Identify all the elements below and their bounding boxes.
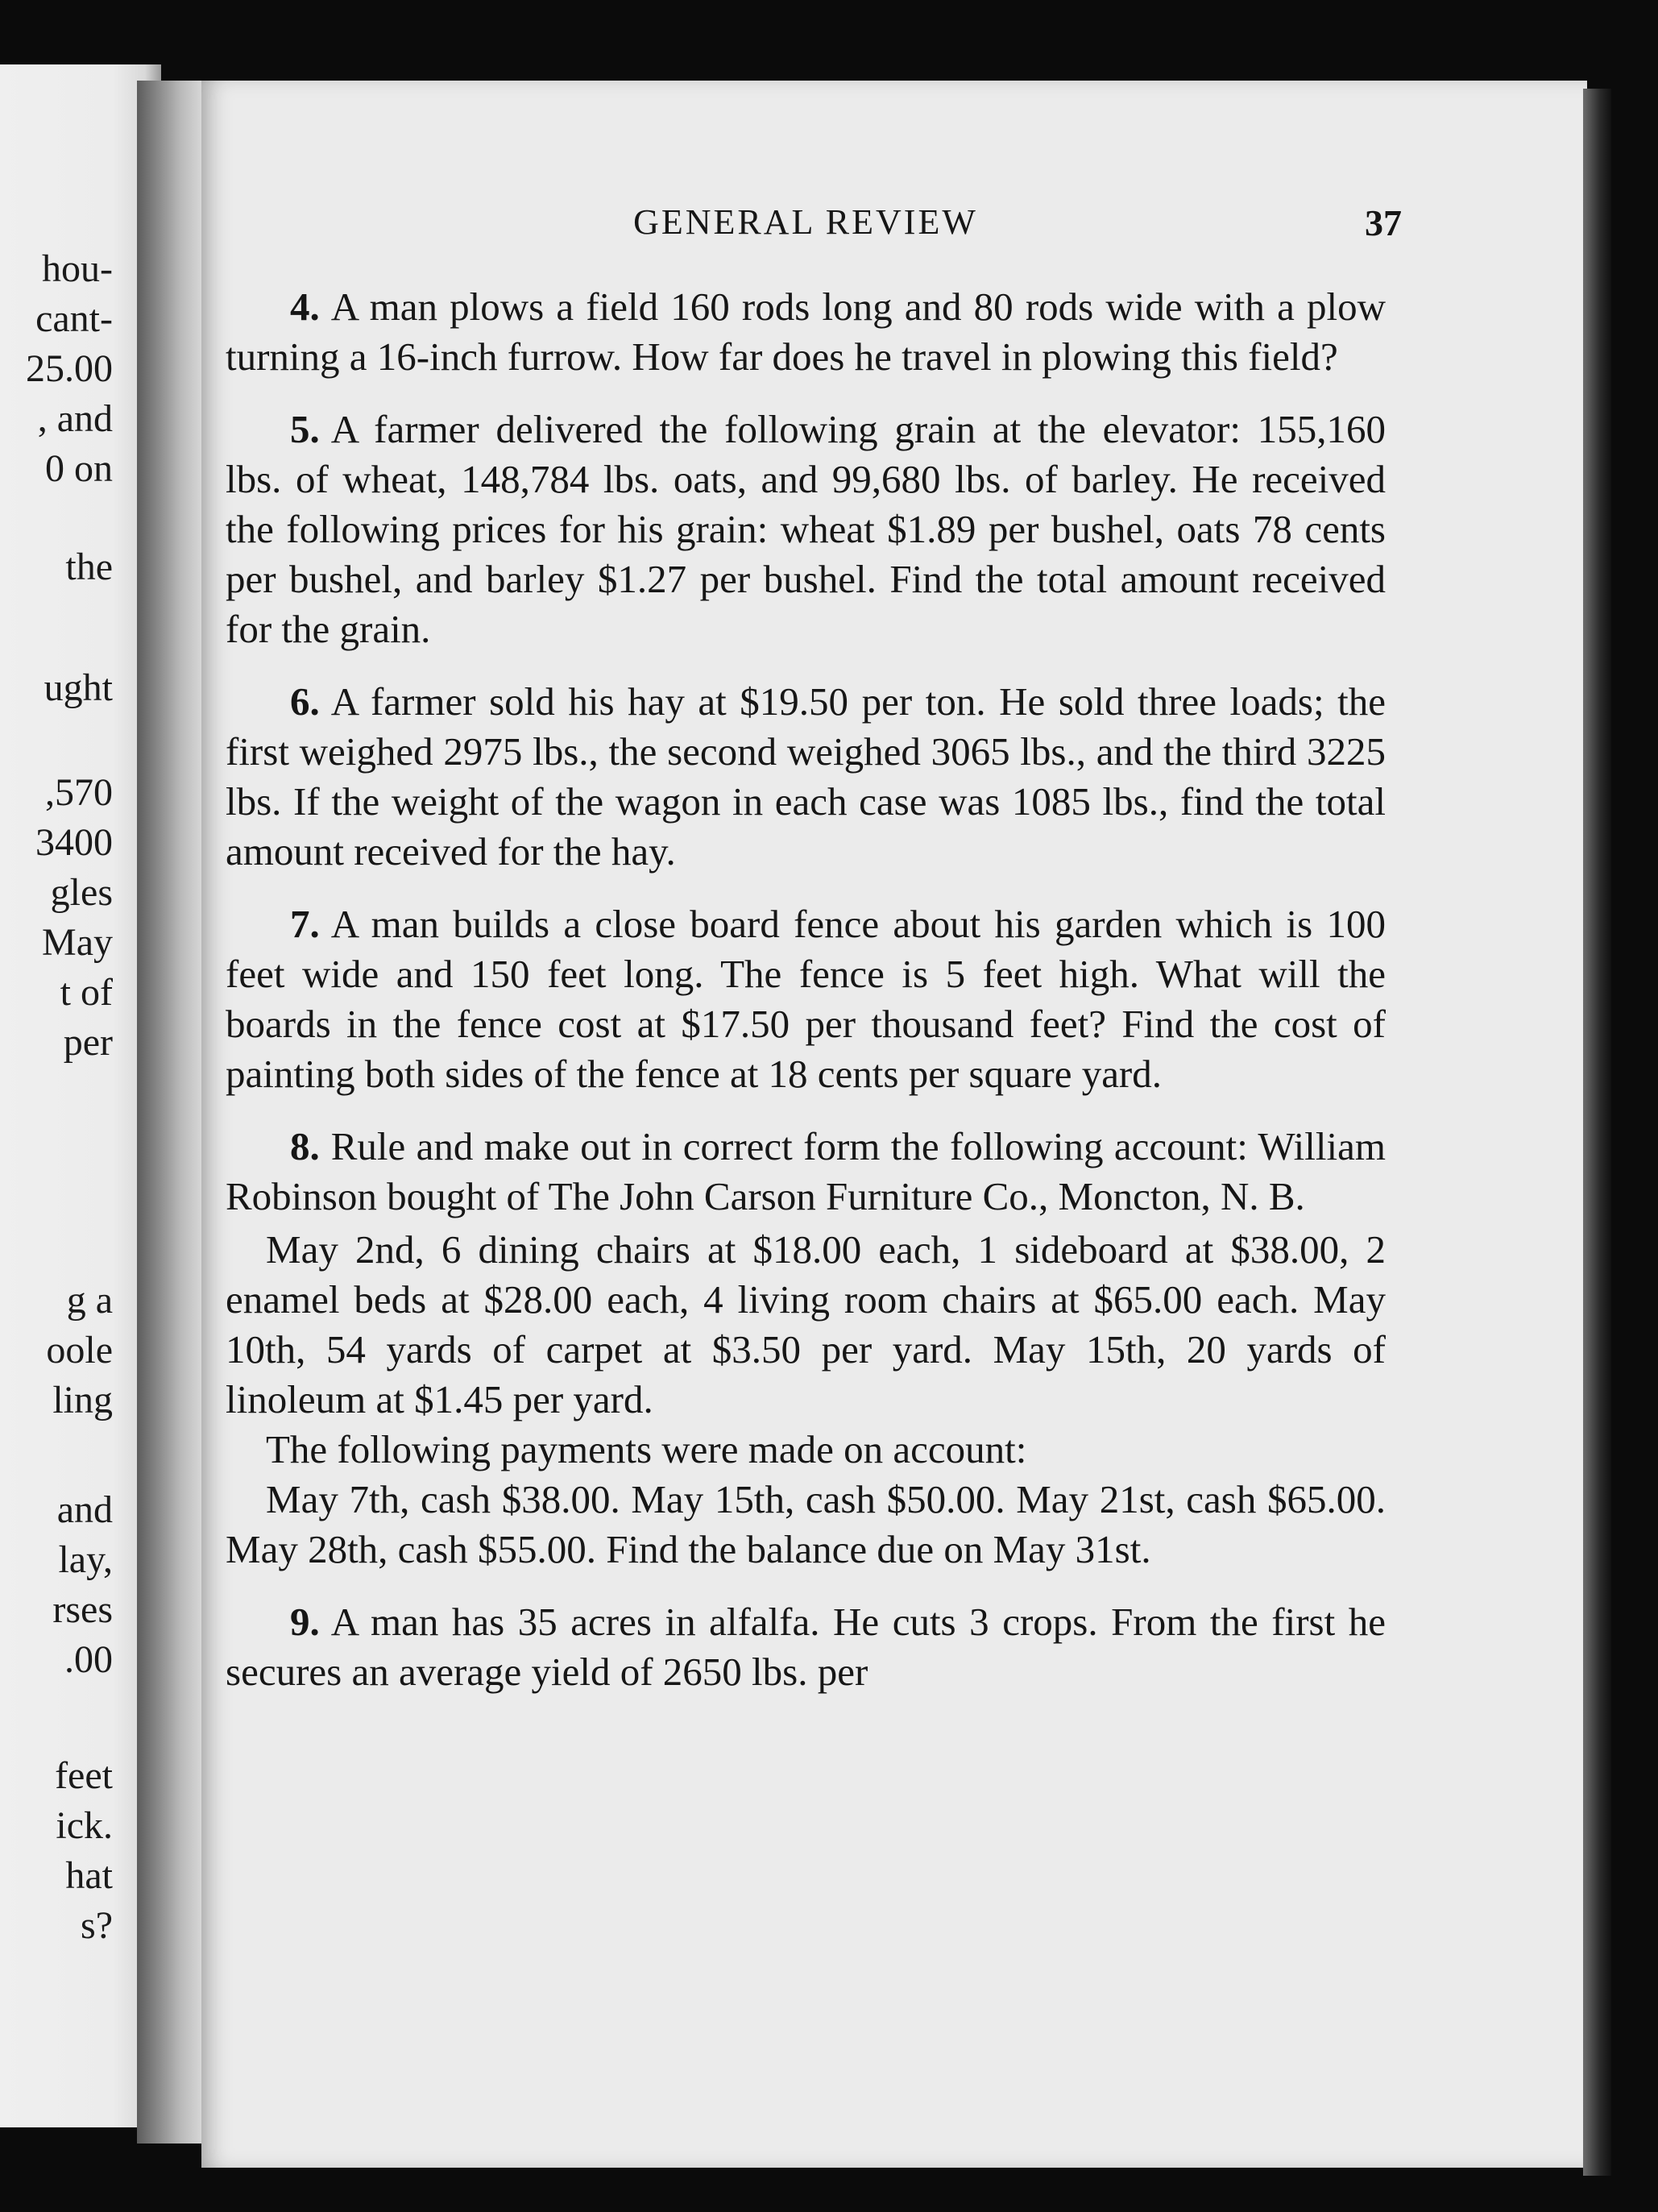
left-page-text-fragment: ,570	[45, 771, 113, 814]
left-page-text-fragment: ling	[52, 1379, 113, 1421]
left-page-text-fragment: t of	[60, 971, 113, 1014]
problem-text: A man builds a close board fence about his garden which is 100 feet wide and 150 feet long. The fence is 5 feet high. What will the boards in the fence cost at $17.50 per thousand feet? Find the cost of painting both sides of the fence at 18 cents per square yard.	[226, 902, 1386, 1096]
left-page-text-fragment: hat	[65, 1854, 113, 1897]
page-content	[226, 201, 1402, 1720]
left-page-text-fragment: 25.00	[26, 347, 113, 390]
problem-text: Rule and make out in correct form the following account: William Robinson bought of The John Carson Furniture Co., Moncton, N. B.	[226, 1124, 1386, 1218]
problem-number: 9.	[290, 1600, 320, 1644]
problem-4	[226, 282, 1386, 382]
left-page-text-fragment: lay,	[58, 1538, 113, 1581]
problem-number: 4.	[290, 284, 320, 329]
right-page	[201, 81, 1587, 2168]
problem-text: A man has 35 acres in alfalfa. He cuts 3 crops. From the first he secures an average yield of 2650 lbs. per	[226, 1600, 1386, 1694]
left-page-text-fragment: rses	[52, 1588, 113, 1631]
problem-8-payments: May 7th, cash $38.00. May 15th, cash $50.00. May 21st, cash $65.00. May 28th, cash $55.00. Find the balance due on May 31st.	[226, 1477, 1386, 1571]
problem-5	[226, 405, 1386, 654]
left-page-text-fragment: 3400	[35, 821, 113, 864]
left-page-text-fragment: s?	[81, 1904, 113, 1947]
problem-7	[226, 899, 1386, 1099]
problem-6	[226, 677, 1386, 877]
left-page-text-fragment: cant-	[35, 297, 113, 340]
problem-number: 8.	[290, 1124, 320, 1168]
left-page-text-fragment: and	[56, 1488, 113, 1531]
page-number: 37	[1365, 202, 1402, 243]
left-page-text-fragment: the	[65, 546, 113, 588]
problem-text: A man plows a field 160 rods long and 80 rods wide with a plow turning a 16-inch furrow. How far does he travel in plowing this field?	[226, 284, 1386, 379]
problem-8-payments-intro: The following payments were made on account:	[266, 1427, 1027, 1471]
page-title: GENERAL REVIEW	[633, 202, 978, 242]
left-page-text-fragment: 0 on	[45, 447, 113, 490]
problem-number: 6.	[290, 679, 320, 724]
left-page-text-fragment: ick.	[56, 1804, 113, 1847]
left-page-text-fragment: feet	[55, 1754, 113, 1797]
problem-8	[226, 1122, 1386, 1222]
left-page-text-fragment: hou-	[42, 247, 113, 290]
left-page-text-fragment: gles	[50, 871, 113, 914]
left-page-text-fragment: ught	[44, 666, 113, 709]
book-gutter	[137, 81, 209, 2144]
left-page-text-fragment: oole	[46, 1329, 113, 1372]
problem-number: 7.	[290, 902, 320, 946]
left-page-text-fragment: , and	[37, 397, 113, 440]
problem-number: 5.	[290, 407, 320, 451]
problem-text: A farmer sold his hay at $19.50 per ton. He sold three loads; the first weighed 2975 lbs., the second weighed 3065 lbs., and the third 3225 lbs. If the weight of the wagon in each case was 1085 lbs., find the total amount received for the hay.	[226, 679, 1386, 874]
left-page-text-fragment: May	[42, 921, 113, 964]
problem-8-purchases: May 2nd, 6 dining chairs at $18.00 each, 1 sideboard at $38.00, 2 enamel beds at $28.00 each, 4 living room chairs at $65.00 each. May 10th, 54 yards of carpet at $3.50 per yard. May 15th, 20 yards of linoleum at $1.45 per yard.	[226, 1227, 1386, 1421]
left-page-text-fragment: per	[63, 1021, 113, 1064]
left-page-text-fragment: g a	[66, 1279, 113, 1322]
left-page-text-fragment: .00	[64, 1638, 113, 1681]
problem-9	[226, 1597, 1386, 1697]
problem-text: A farmer delivered the following grain at the elevator: 155,160 lbs. of wheat, 148,784 lbs. oats, and 99,680 lbs. of barley. He received the following prices for his grain: wheat $1.89 per bushel, oats 78 cents per bushel, and barley $1.27 per bushel. Find the total amount received for the grain.	[226, 407, 1386, 651]
page-edge-shadow	[1583, 89, 1611, 2176]
running-head	[226, 201, 1402, 258]
